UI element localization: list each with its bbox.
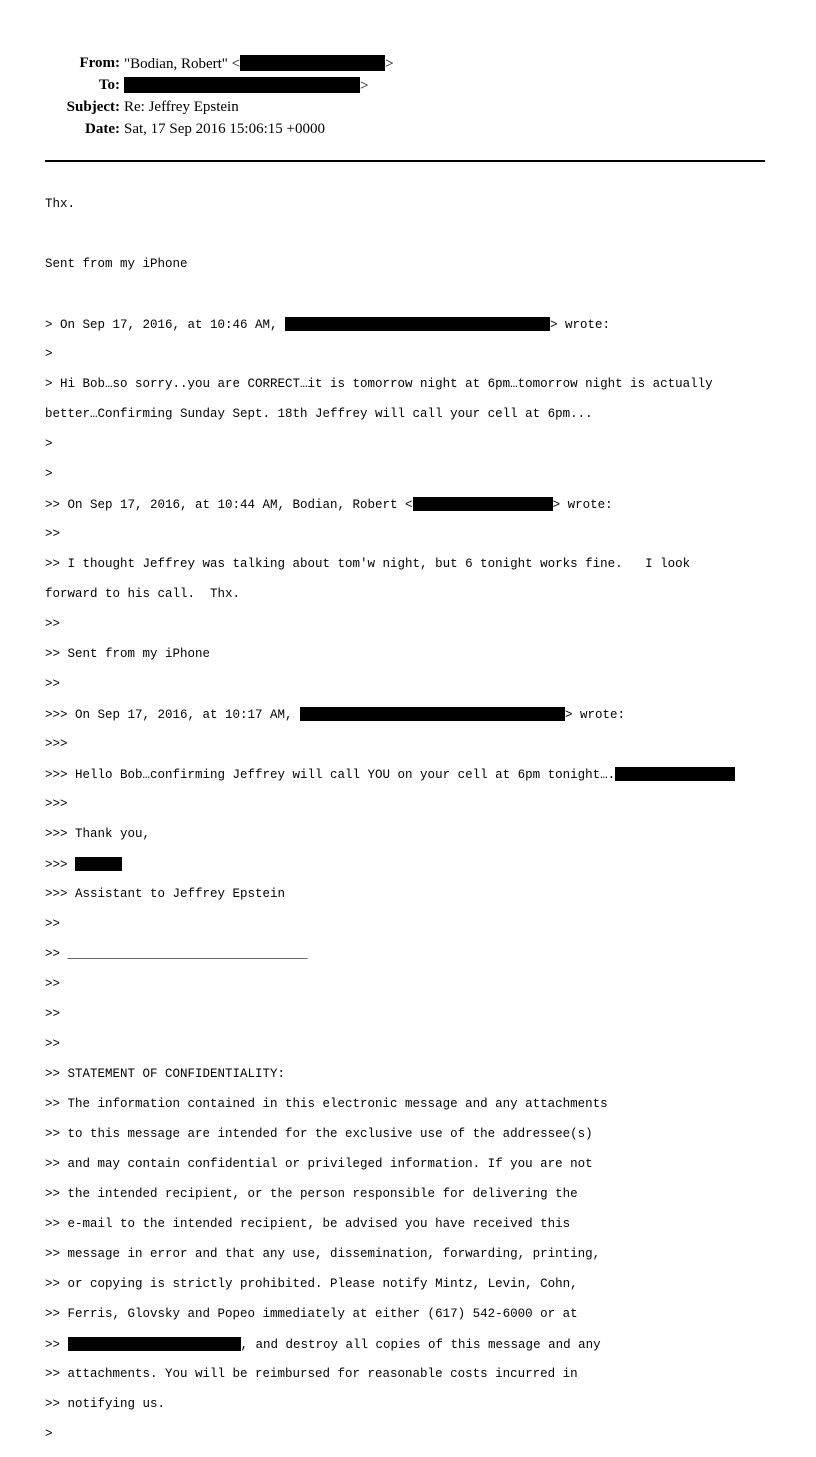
subject-label: Subject: bbox=[66, 99, 120, 115]
body-line: >>> bbox=[45, 737, 68, 751]
body-text: >>> Hello Bob…confirming Jeffrey will call YOU on your cell at 6pm tonight…. bbox=[45, 768, 616, 782]
body-line: >>> bbox=[45, 797, 68, 811]
header-divider bbox=[45, 160, 765, 162]
body-line: >> bbox=[45, 677, 61, 691]
body-text: >> bbox=[45, 1338, 68, 1352]
from-label: From: bbox=[79, 55, 120, 71]
body-line: >> The information contained in this electronic message and any attachments bbox=[45, 1097, 608, 1111]
redaction-box bbox=[413, 497, 553, 511]
to-close: > bbox=[360, 78, 369, 94]
quote-header-tail: > wrote: bbox=[565, 708, 626, 722]
redaction-box bbox=[285, 317, 550, 331]
body-line: >> ________________________________ bbox=[45, 947, 308, 961]
body-text: >>> bbox=[45, 858, 76, 872]
body-line: >> STATEMENT OF CONFIDENTIALITY: bbox=[45, 1067, 286, 1081]
body-line: >> I thought Jeffrey was talking about tom'w night, but 6 tonight works fine. I look bbox=[45, 557, 691, 571]
body-line: >> notifying us. bbox=[45, 1397, 166, 1411]
quote-header-1 bbox=[45, 317, 735, 332]
quote-header-text: >>> On Sep 17, 2016, at 10:17 AM, bbox=[45, 708, 301, 722]
body-line: Sent from my iPhone bbox=[45, 257, 188, 271]
date-value: Sat, 17 Sep 2016 15:06:15 +0000 bbox=[124, 121, 325, 137]
to-label: To: bbox=[98, 77, 120, 93]
from-close: > bbox=[385, 56, 394, 72]
from-row bbox=[0, 55, 400, 72]
redaction-box bbox=[75, 857, 122, 871]
body-line: >> or copying is strictly prohibited. Please notify Mintz, Levin, Cohn, bbox=[45, 1277, 578, 1291]
body-line-redacted bbox=[45, 767, 735, 782]
redaction-box bbox=[68, 1337, 241, 1351]
body-line: > Hi Bob…so sorry..you are CORRECT…it is tomorrow night at 6pm…tomorrow night is actually bbox=[45, 377, 713, 391]
quote-header-3 bbox=[45, 707, 735, 722]
body-line: > bbox=[45, 437, 53, 451]
body-line bbox=[45, 287, 735, 302]
body-line: > bbox=[45, 347, 53, 361]
from-name: "Bodian, Robert" < bbox=[124, 56, 241, 72]
body-line: >> bbox=[45, 617, 61, 631]
body-line: >> to this message are intended for the exclusive use of the addressee(s) bbox=[45, 1127, 593, 1141]
body-line: > bbox=[45, 1427, 53, 1441]
quote-header-2 bbox=[45, 497, 735, 512]
subject-value: Re: Jeffrey Epstein bbox=[124, 99, 239, 115]
redaction-box bbox=[615, 767, 735, 781]
quote-header-text: > On Sep 17, 2016, at 10:46 AM, bbox=[45, 318, 286, 332]
body-text: , and destroy all copies of this message and any bbox=[240, 1338, 601, 1352]
to-value bbox=[124, 77, 368, 95]
body-line: >> bbox=[45, 1007, 61, 1021]
body-line: >> message in error and that any use, dissemination, forwarding, printing, bbox=[45, 1247, 601, 1261]
redaction-box bbox=[240, 55, 385, 71]
redaction-box bbox=[300, 707, 565, 721]
from-value bbox=[124, 55, 394, 73]
body-line: >> bbox=[45, 977, 61, 991]
signature-name-line bbox=[45, 857, 735, 872]
redaction-box bbox=[124, 77, 360, 93]
quote-header-tail: > wrote: bbox=[550, 318, 611, 332]
quote-header-tail: > wrote: bbox=[552, 498, 613, 512]
body-line: >> bbox=[45, 527, 61, 541]
body-line: better…Confirming Sunday Sept. 18th Jeffrey will call your cell at 6pm... bbox=[45, 407, 593, 421]
body-line: >> Sent from my iPhone bbox=[45, 647, 211, 661]
quote-header-text: >> On Sep 17, 2016, at 10:44 AM, Bodian, Robert < bbox=[45, 498, 413, 512]
body-line: >> attachments. You will be reimbursed for reasonable costs incurred in bbox=[45, 1367, 578, 1381]
message-body bbox=[45, 182, 735, 1457]
body-line: > bbox=[45, 467, 53, 481]
body-line: forward to his call. Thx. bbox=[45, 587, 241, 601]
body-line: >> and may contain confidential or privileged information. If you are not bbox=[45, 1157, 593, 1171]
body-line-redacted bbox=[45, 1337, 735, 1352]
body-line: >> Ferris, Glovsky and Popeo immediately at either (617) 542-6000 or at bbox=[45, 1307, 578, 1321]
date-row bbox=[0, 121, 400, 138]
to-row bbox=[0, 77, 400, 94]
body-line: >> bbox=[45, 1037, 61, 1051]
date-label: Date: bbox=[85, 121, 120, 137]
body-line: >>> Assistant to Jeffrey Epstein bbox=[45, 887, 286, 901]
body-line bbox=[45, 227, 735, 242]
body-line: >>> Thank you, bbox=[45, 827, 151, 841]
subject-row bbox=[0, 99, 400, 116]
body-line: >> e-mail to the intended recipient, be advised you have received this bbox=[45, 1217, 571, 1231]
body-line: >> bbox=[45, 917, 61, 931]
body-line: Thx. bbox=[45, 197, 76, 211]
body-line: >> the intended recipient, or the person responsible for delivering the bbox=[45, 1187, 578, 1201]
